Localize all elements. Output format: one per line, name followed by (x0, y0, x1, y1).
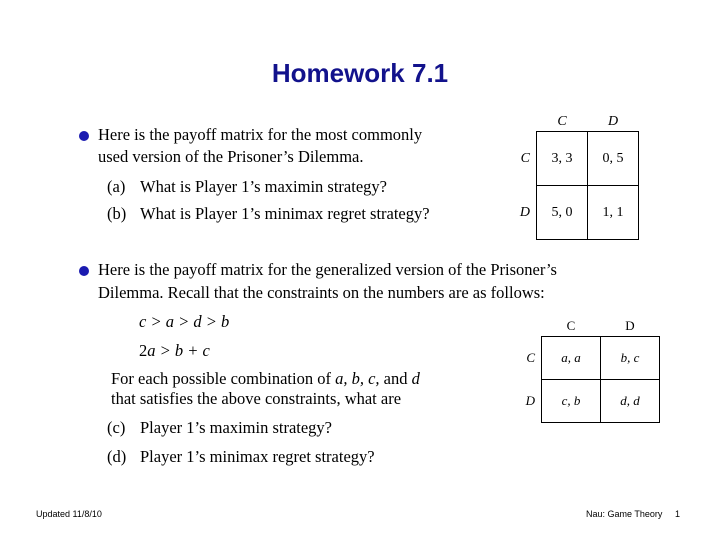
column-header: C (566, 318, 576, 333)
slide-title: Homework 7.1 (271, 58, 449, 88)
question-intro-d: d (411, 369, 420, 388)
question-d-text: Player 1’s minimax regret strategy? (140, 447, 375, 466)
row-header: D (525, 393, 535, 408)
question-intro-line2: that satisfies the above constraints, what are (111, 389, 402, 408)
question-intro-prefix: For each possible combination of (111, 369, 336, 388)
column-header: D (607, 113, 619, 129)
payoff-matrix-standard (505, 112, 639, 240)
payoff-cell: b, c (601, 337, 660, 380)
constraint-2-prefix: 2 (139, 341, 148, 360)
payoff-cell: 1, 1 (588, 186, 639, 240)
bullet1-line1: Here is the payoff matrix for the most commonly (98, 125, 423, 144)
bullet2-line2: Dilemma. Recall that the constraints on the numbers are as follows: (98, 283, 545, 302)
question-intro-vars: a, b, c, (335, 369, 380, 388)
payoff-cell: 3, 3 (537, 132, 588, 186)
question-a-label: (a) (107, 177, 126, 196)
matrix-corner (517, 316, 542, 337)
question-intro-and: and (379, 369, 412, 388)
footer-updated: Updated 11/8/10 (36, 509, 102, 519)
question-intro-line1 (111, 368, 420, 390)
payoff-matrix-generalized (517, 316, 660, 423)
payoff-cell: 5, 0 (537, 186, 588, 240)
constraint-2-rest: > b + c (155, 341, 210, 360)
footer-page-number: 1 (675, 509, 681, 519)
payoff-cell: a, a (542, 337, 601, 380)
column-header: C (557, 113, 567, 129)
question-c-text: Player 1’s maximin strategy? (140, 418, 332, 437)
bullet-icon (79, 131, 89, 141)
question-b-label: (b) (107, 204, 127, 223)
constraint-1: c > a > d > b (139, 312, 230, 331)
column-header: D (625, 318, 635, 333)
constraint-2 (139, 340, 210, 362)
payoff-cell: c, b (542, 380, 601, 423)
question-d-label: (d) (107, 447, 127, 466)
payoff-cell: 0, 5 (588, 132, 639, 186)
matrix-corner (505, 112, 537, 132)
row-header: D (519, 204, 530, 220)
bullet-icon (79, 266, 89, 276)
question-c-label: (c) (107, 418, 126, 437)
payoff-cell: d, d (601, 380, 660, 423)
footer-course: Nau: Game Theory (586, 509, 663, 519)
bullet1-line2: used version of the Prisoner’s Dilemma. (98, 147, 364, 166)
constraint-2-var: a (147, 341, 156, 360)
question-b-text: What is Player 1’s minimax regret strategy? (140, 204, 430, 223)
question-a-text: What is Player 1’s maximin strategy? (140, 177, 387, 196)
row-header: C (526, 350, 535, 365)
bullet2-line1: Here is the payoff matrix for the generalized version of the Prisoner’s (98, 260, 557, 279)
row-header: C (520, 150, 530, 166)
